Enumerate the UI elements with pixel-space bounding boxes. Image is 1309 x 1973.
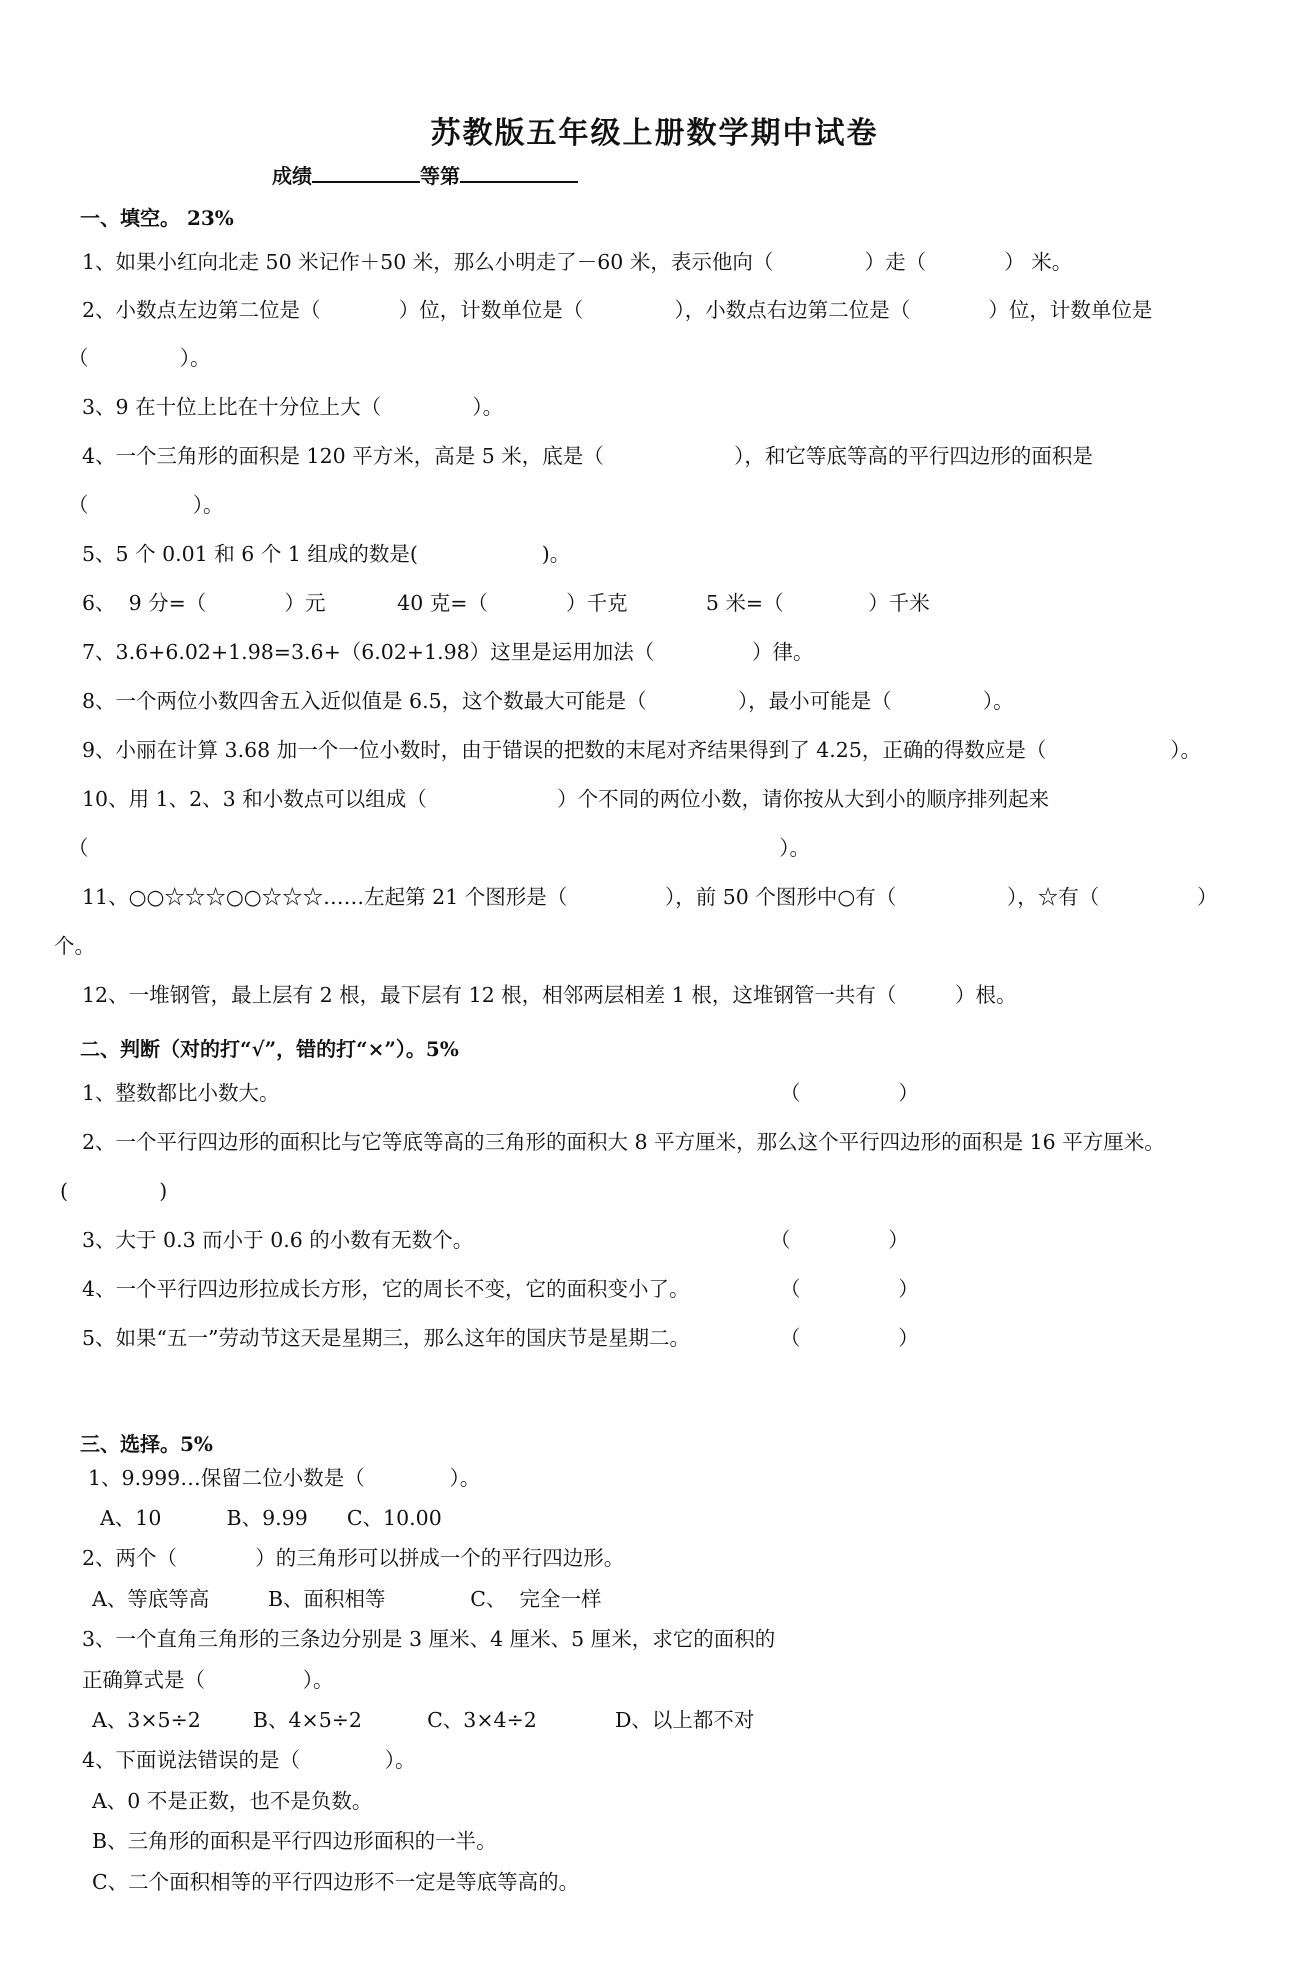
fill-question: 8、一个两位小数四舍五入近似值是 6.5，这个数最大可能是（ ），最小可能是（ ）。 [82,689,1014,713]
fill-question: 3、9 在十位上比在十分位上大（ ）。 [82,395,504,419]
page-title: 苏教版五年级上册数学期中试卷 [430,116,879,151]
section-judge-heading: 二、判断（对的打“√”，错的打“×”）。5% [80,1037,459,1061]
answer-parens[interactable]: （ ） [780,1326,919,1350]
fill-question: 9、小丽在计算 3.68 加一个一位小数时，由于错误的把数的末尾对齐结果得到了 4.25，正确的得数应是（ ）。 [82,738,1201,762]
fill-question-continued: 个。 [54,934,95,958]
fill-question: 1、如果小红向北走 50 米记作＋50 米，那么小明走了－60 米，表示他向（ ）走（ ） 米。 [82,250,1073,274]
judge-question: 1、整数都比小数大。 [82,1081,280,1105]
choice-options: A、等底等高 B、面积相等 C、 完全一样 [92,1587,602,1611]
answer-parens[interactable]: （ ） [780,1081,919,1105]
fill-question: 6、 9 分=（ ）元 40 克=（ ）千克 5 米=（ ）千米 [82,591,930,615]
fill-question: 2、小数点左边第二位是（ ）位，计数单位是（ ），小数点右边第二位是（ ）位，计数单位是 [82,298,1153,322]
judge-question: 2、一个平行四边形的面积比与它等底等高的三角形的面积大 8 平方厘米，那么这个平行四边形的面积是 16 平方厘米。 [82,1130,1165,1154]
fill-question: 12、一堆钢管，最上层有 2 根，最下层有 12 根，相邻两层相差 1 根，这堆钢管一共有（ ）根。 [82,983,1017,1007]
choice-question: 2、两个（ ）的三角形可以拼成一个的平行四边形。 [82,1546,625,1570]
choice-option: C、二个面积相等的平行四边形不一定是等底等高的。 [92,1870,580,1894]
choice-options: A、3×5÷2 B、4×5÷2 C、3×4÷2 D、以上都不对 [92,1708,755,1732]
choice-question: 1、9.999…保留二位小数是（ ）。 [88,1466,481,1490]
choice-option: A、0 不是正数，也不是负数。 [92,1789,373,1813]
fill-question-continued: （ ）。 [68,346,211,370]
fill-question-continued: （ ）。 [68,836,810,860]
answer-parens[interactable]: ( ) [60,1179,168,1203]
choice-options: A、10 B、9.99 C、10.00 [100,1506,442,1530]
judge-question: 5、如果“五一”劳动节这天是星期三，那么这年的国庆节是星期二。 [82,1326,691,1350]
section-choice-heading: 三、选择。5% [80,1432,213,1456]
fill-question: 11、○○☆☆☆○○☆☆☆……左起第 21 个图形是（ ），前 50 个图形中○有（ ），☆有（ ） [82,885,1218,909]
judge-question: 4、一个平行四边形拉成长方形，它的周长不变，它的面积变小了。 [82,1277,690,1301]
fill-question-continued: （ ）。 [68,493,224,517]
rank-blank[interactable] [460,163,578,183]
answer-parens[interactable]: （ ） [770,1228,909,1252]
fill-question: 7、3.6+6.02+1.98=3.6+（6.02+1.98）这里是运用加法（ ）律。 [82,640,814,664]
fill-question: 5、5 个 0.01 和 6 个 1 组成的数是( )。 [82,542,571,566]
grade-label: 成绩 [272,164,312,188]
score-line [272,160,578,189]
grade-blank[interactable] [312,163,420,183]
rank-label: 等第 [420,164,460,188]
fill-question: 10、用 1、2、3 和小数点可以组成（ ）个不同的两位小数，请你按从大到小的顺序排列起来 [82,787,1050,811]
choice-question: 4、下面说法错误的是（ ）。 [82,1748,416,1772]
choice-question: 3、一个直角三角形的三条边分别是 3 厘米、4 厘米、5 厘米，求它的面积的 [82,1627,776,1651]
fill-question: 4、一个三角形的面积是 120 平方米，高是 5 米，底是（ ），和它等底等高的平行四边形的面积是 [82,444,1093,468]
judge-question: 3、大于 0.3 而小于 0.6 的小数有无数个。 [82,1228,474,1252]
section-fill-heading: 一、填空。 23% [80,206,234,230]
choice-option: B、三角形的面积是平行四边形面积的一半。 [92,1829,497,1853]
answer-parens[interactable]: （ ） [780,1277,919,1301]
choice-question-continued: 正确算式是（ ）。 [82,1668,334,1692]
